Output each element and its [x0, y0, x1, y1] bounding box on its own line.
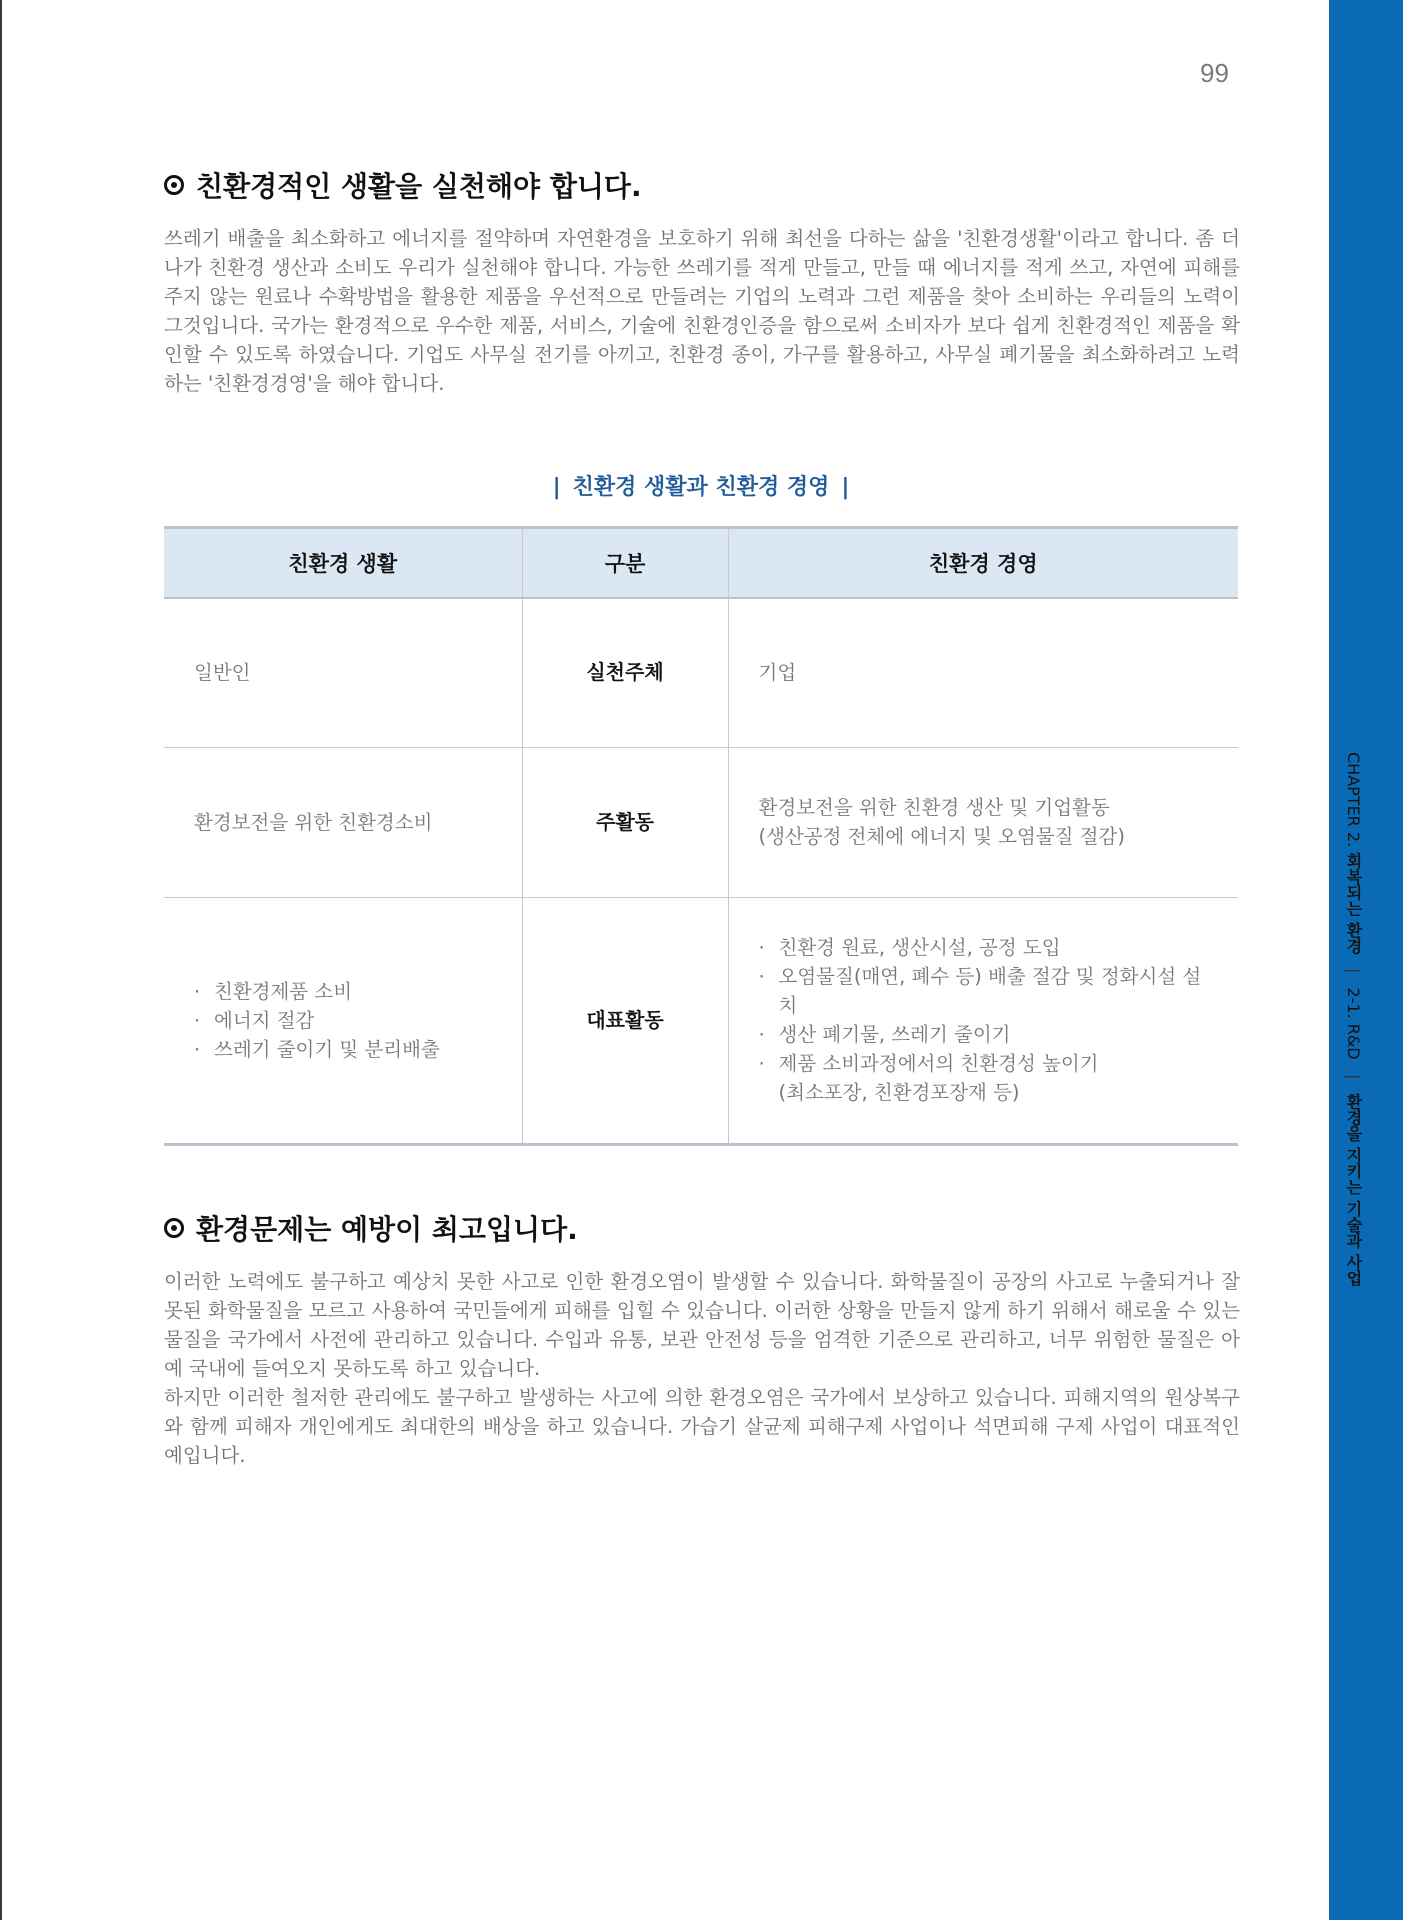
- title-bar-left: |: [552, 475, 561, 500]
- cell-left: [164, 897, 522, 1144]
- sidebar-separator: |: [1344, 967, 1363, 974]
- section-body-eco-life: [164, 224, 1240, 398]
- header-eco-management: 친환경 경영: [728, 528, 1238, 599]
- chapter-side-band: [1329, 0, 1403, 1920]
- paragraph: 이러한 노력에도 불구하고 예상치 못한 사고로 인한 환경오염이 발생할 수 있습니다. 화학물질이 공장의 사고로 누출되거나 잘못된 화학물질을 모르고 사용하여 국민들에게 피해를 입힐 수 있습니다. 이러한 상황을 만들지 않게 하기 위해서 해로울 수 있는 물질을 국가에서 사전에 관리하고 있습니다. 수입과 유통, 보관 안전성 등을 엄격한 기준으로 관리하고, 너무 위험한 물질은 아예 국내에 들여오지 못하도록 하고 있습니다.: [164, 1270, 1240, 1380]
- list-item: · 오염물질(매연, 폐수 등) 배출 절감 및 정화시설 설치: [759, 962, 1209, 1020]
- list-item: · 쓰레기 줄이기 및 분리배출: [194, 1035, 492, 1064]
- section-title: 환경을 지키는 기술과 사업: [1344, 1093, 1363, 1286]
- paragraph: 하지만 이러한 철저한 관리에도 불구하고 발생하는 사고에 의한 환경오염은 국가에서 보상하고 있습니다. 피해지역의 원상복구와 함께 피해자 개인에게도 최대한의 배상을 하고 있습니다. 가습기 살균제 피해구제 사업이나 석면피해 구제 사업이 대표적인 예입니다.: [164, 1386, 1240, 1467]
- chapter-number: CHAPTER 2.: [1344, 752, 1363, 848]
- bullet-list: [759, 933, 1209, 1107]
- table-title: [164, 470, 1238, 501]
- cell-category: 주활동: [522, 747, 728, 897]
- table-row: [164, 747, 1238, 897]
- comparison-table: [164, 526, 1238, 1146]
- circle-bullet-icon: [164, 1218, 184, 1238]
- list-item: · 에너지 절감: [194, 1006, 492, 1035]
- cell-right: [728, 747, 1238, 897]
- chapter-title: 회복되는 환경: [1344, 852, 1363, 954]
- page-left-rule: [0, 0, 2, 1920]
- bullet-list: [194, 977, 492, 1064]
- cell-left: 환경보전을 위한 친환경소비: [164, 747, 522, 897]
- list-item: · 친환경제품 소비: [194, 977, 492, 1006]
- section-body-prevention: [164, 1267, 1240, 1470]
- cell-category: 대표활동: [522, 897, 728, 1144]
- section-heading-text: 환경문제는 예방이 최고입니다.: [196, 1213, 578, 1246]
- list-item: · 생산 폐기물, 쓰레기 줄이기: [759, 1020, 1209, 1049]
- cell-right: [728, 897, 1238, 1144]
- list-item: · 친환경 원료, 생산시설, 공정 도입: [759, 933, 1209, 962]
- table-row: [164, 897, 1238, 1144]
- table-title-text: 친환경 생활과 친환경 경영: [572, 475, 830, 500]
- cell-line: (생산공정 전체에 에너지 및 오염물질 절감): [758, 825, 1125, 848]
- section-heading-text: 친환경적인 생활을 실천해야 합니다.: [196, 170, 642, 203]
- page-number: 99: [1200, 58, 1229, 88]
- cell-right: 기업: [728, 598, 1238, 747]
- chapter-side-label: [1342, 752, 1365, 1286]
- title-bar-right: |: [841, 475, 850, 500]
- cell-left: 일반인: [164, 598, 522, 747]
- table-header-row: [164, 528, 1238, 599]
- list-item-continuation: (최소포장, 친환경포장재 등): [778, 1081, 1020, 1104]
- sidebar-separator: |: [1344, 1073, 1363, 1080]
- cell-category: 실천주체: [522, 598, 728, 747]
- section-heading-eco-life: [164, 165, 642, 205]
- header-category: 구분: [522, 528, 728, 599]
- paragraph: 쓰레기 배출을 최소화하고 에너지를 절약하며 자연환경을 보호하기 위해 최선을 다하는 삶을 '친환경생활'이라고 합니다. 좀 더 나가 친환경 생산과 소비도 우리가 실천해야 합니다. 가능한 쓰레기를 적게 만들고, 만들 때 에너지를 적게 쓰고, 자연에 피해를 주지 않는 원료나 수확방법을 활용한 제품을 우선적으로 만들려는 기업의 노력과 그런 제품을 찾아 소비하는 우리들의 노력이 그것입니다. 국가는 환경적으로 우수한 제품, 서비스, 기술에 친환경인증을 함으로써 소비자가 보다 쉽게 친환경적인 제품을 확인할 수 있도록 하였습니다. 기업도 사무실 전기를 아끼고, 친환경 종이, 가구를 활용하고, 사무실 폐기물을 최소화하려고 노력하는 '친환경경영'을 해야 합니다.: [164, 227, 1240, 395]
- table-row: [164, 598, 1238, 747]
- section-heading-prevention: [164, 1208, 578, 1248]
- cell-line: 환경보전을 위한 친환경 생산 및 기업활동: [758, 796, 1110, 819]
- section-number: 2-1. R&D: [1344, 987, 1363, 1060]
- circle-bullet-icon: [164, 175, 184, 195]
- header-eco-life: 친환경 생활: [164, 528, 522, 599]
- list-item: · 제품 소비과정에서의 친환경성 높이기: [759, 1049, 1209, 1078]
